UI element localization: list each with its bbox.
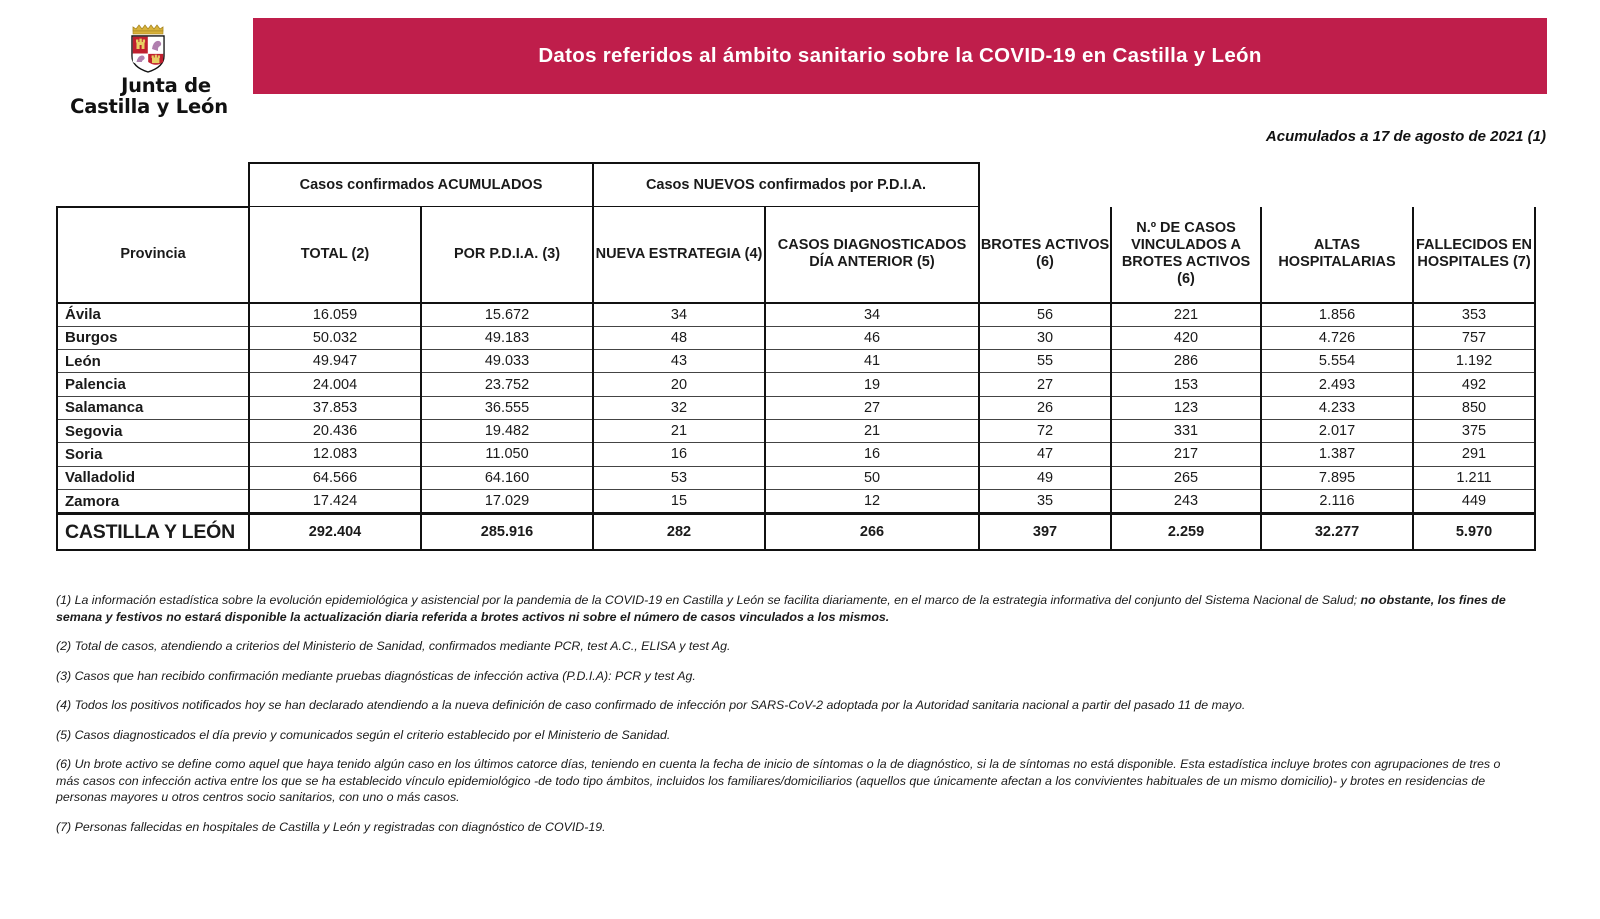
group-header-row	[57, 163, 1535, 207]
table-row	[57, 350, 1535, 373]
group-header-nuevos: Casos NUEVOS confirmados por P.D.I.A.	[593, 163, 979, 207]
cell-provincia: Soria	[57, 443, 249, 466]
footnote-2: (2) Total de casos, atendiendo a criterios del Ministerio de Sanidad, confirmados mediante PCR, test A.C., ELISA y test Ag.	[56, 639, 731, 653]
col-header-casos-vinculados: N.º DE CASOS VINCULADOS A BROTES ACTIVOS (6)	[1111, 207, 1261, 303]
cell-fallecidos: 449	[1413, 489, 1535, 513]
cell-brotes: 35	[979, 489, 1111, 513]
cell-altas: 2.017	[1261, 419, 1413, 442]
cell-total: 16.059	[249, 303, 421, 327]
junta-logo	[44, 18, 254, 117]
total-brotes: 397	[979, 514, 1111, 551]
table-row	[57, 419, 1535, 442]
cell-vinculados: 420	[1111, 326, 1261, 349]
cell-brotes: 47	[979, 443, 1111, 466]
col-header-altas-hospitalarias: ALTAS HOSPITALARIAS	[1261, 207, 1413, 303]
cell-fallecidos: 850	[1413, 396, 1535, 419]
cell-vinculados: 331	[1111, 419, 1261, 442]
cell-nueva: 43	[593, 350, 765, 373]
cell-pdia: 17.029	[421, 489, 593, 513]
cell-altas: 1.856	[1261, 303, 1413, 327]
cell-altas: 2.493	[1261, 373, 1413, 396]
group-header-spacer	[57, 163, 249, 207]
cell-total: 12.083	[249, 443, 421, 466]
cell-fallecidos: 291	[1413, 443, 1535, 466]
cell-brotes: 72	[979, 419, 1111, 442]
cell-pdia: 49.033	[421, 350, 593, 373]
cell-pdia: 23.752	[421, 373, 593, 396]
cell-diag: 34	[765, 303, 979, 327]
cell-altas: 4.726	[1261, 326, 1413, 349]
total-nueva: 282	[593, 514, 765, 551]
cell-provincia: León	[57, 350, 249, 373]
cell-total: 17.424	[249, 489, 421, 513]
group-header-acumulados: Casos confirmados ACUMULADOS	[249, 163, 593, 207]
group-header-spacer-5	[1413, 163, 1535, 207]
total-vinculados: 2.259	[1111, 514, 1261, 551]
footnote-5: (5) Casos diagnosticados el día previo y comunicados según el criterio establecido por el Ministerio de Sanidad.	[56, 727, 671, 742]
cell-provincia: Burgos	[57, 326, 249, 349]
cell-provincia: Zamora	[57, 489, 249, 513]
cell-brotes: 56	[979, 303, 1111, 327]
cell-total: 50.032	[249, 326, 421, 349]
cell-pdia: 64.160	[421, 466, 593, 489]
cell-fallecidos: 1.211	[1413, 466, 1535, 489]
logo-line-2: Castilla y León	[70, 95, 228, 118]
cell-nueva: 21	[593, 419, 765, 442]
col-header-casos-diagnosticados: CASOS DIAGNOSTICADOS DÍA ANTERIOR (5)	[765, 207, 979, 303]
cell-total: 64.566	[249, 466, 421, 489]
cell-vinculados: 286	[1111, 350, 1261, 373]
cell-vinculados: 123	[1111, 396, 1261, 419]
footnote-3: (3) Casos que han recibido confirmación mediante pruebas diagnósticas de infección activa (P.D.I.A): PCR y test Ag.	[56, 668, 696, 683]
cell-fallecidos: 492	[1413, 373, 1535, 396]
cell-provincia: Palencia	[57, 373, 249, 396]
cell-vinculados: 221	[1111, 303, 1261, 327]
footnote-6: (6) Un brote activo se define como aquel que haya tenido algún caso en los últimos catorce días, teniendo en cuenta la fecha de inicio de síntomas o la de diagnóstico, si la de síntomas no está disponible. Esta estadística incluye brotes con agrupaciones de tres o más casos con infección activa entre los que se ha establecido vínculo epidemiológico -de todo tipo ámbitos, incluidos los familiares/domiciliarios (aquellos que únicamente afectan a los convivientes habituales de un mismo domicilio)- y brotes en residencias de personas mayores u otros centros socio sanitarios, con uno o más casos.	[56, 757, 1501, 804]
cell-pdia: 19.482	[421, 419, 593, 442]
col-header-por-pdia: POR P.D.I.A. (3)	[421, 207, 593, 303]
table-row	[57, 326, 1535, 349]
cell-altas: 5.554	[1261, 350, 1413, 373]
cell-fallecidos: 375	[1413, 419, 1535, 442]
cell-pdia: 11.050	[421, 443, 593, 466]
cell-brotes: 30	[979, 326, 1111, 349]
coat-of-arms-icon	[121, 18, 177, 74]
cell-diag: 27	[765, 396, 979, 419]
col-header-brotes-activos: BROTES ACTIVOS (6)	[979, 207, 1111, 303]
cell-brotes: 49	[979, 466, 1111, 489]
table-head	[57, 163, 1535, 303]
cell-fallecidos: 757	[1413, 326, 1535, 349]
footnote-1-part1: (1) La información estadística sobre la evolución epidemiológica y asistencial por la pandemia de la COVID-19 en Castilla y León se facilita diariamente, en el marco de la estrategia informativa del conjunto del Sistema Nacional de Salud;	[56, 593, 1361, 607]
cell-provincia: Segovia	[57, 419, 249, 442]
logo-line-1: Junta de	[121, 74, 211, 97]
table-row	[57, 303, 1535, 327]
cell-vinculados: 153	[1111, 373, 1261, 396]
cell-brotes: 55	[979, 350, 1111, 373]
cell-diag: 50	[765, 466, 979, 489]
cell-diag: 21	[765, 419, 979, 442]
accumulated-date: Acumulados a 17 de agosto de 2021 (1)	[1265, 128, 1546, 145]
group-header-spacer-4	[1261, 163, 1413, 207]
cell-nueva: 32	[593, 396, 765, 419]
total-pdia: 285.916	[421, 514, 593, 551]
cell-vinculados: 265	[1111, 466, 1261, 489]
cell-brotes: 26	[979, 396, 1111, 419]
table-row	[57, 466, 1535, 489]
column-header-row	[57, 207, 1535, 303]
col-header-provincia: Provincia	[57, 207, 249, 303]
cell-pdia: 49.183	[421, 326, 593, 349]
footnote-1	[56, 592, 1524, 625]
footnotes	[56, 592, 1524, 848]
table-row	[57, 489, 1535, 513]
total-altas: 32.277	[1261, 514, 1413, 551]
group-header-spacer-3	[1111, 163, 1261, 207]
table-row	[57, 396, 1535, 419]
cell-altas: 1.387	[1261, 443, 1413, 466]
col-header-nueva-estrategia: NUEVA ESTRATEGIA (4)	[593, 207, 765, 303]
cell-total: 37.853	[249, 396, 421, 419]
total-fallecidos: 5.970	[1413, 514, 1535, 551]
cell-fallecidos: 353	[1413, 303, 1535, 327]
cell-vinculados: 217	[1111, 443, 1261, 466]
title-banner	[253, 18, 1547, 94]
cell-diag: 46	[765, 326, 979, 349]
cell-provincia: Ávila	[57, 303, 249, 327]
cell-total: 24.004	[249, 373, 421, 396]
total-row	[57, 514, 1535, 551]
cell-nueva: 16	[593, 443, 765, 466]
cell-total: 20.436	[249, 419, 421, 442]
cell-altas: 7.895	[1261, 466, 1413, 489]
cell-diag: 16	[765, 443, 979, 466]
banner-title: Datos referidos al ámbito sanitario sobre la COVID-19 en Castilla y León	[538, 44, 1262, 67]
page-header	[0, 0, 1600, 118]
footnote-4: (4) Todos los positivos notificados hoy se han declarado atendiendo a la nueva definición de caso confirmado de infección por SARS-CoV-2 adoptada por la Autoridad sanitaria nacional a partir del pasado 11 de mayo.	[56, 698, 1246, 712]
cell-diag: 41	[765, 350, 979, 373]
cell-nueva: 34	[593, 303, 765, 327]
cell-pdia: 36.555	[421, 396, 593, 419]
cell-nueva: 48	[593, 326, 765, 349]
cell-nueva: 15	[593, 489, 765, 513]
table-row	[57, 373, 1535, 396]
cell-provincia: Valladolid	[57, 466, 249, 489]
col-header-total: TOTAL (2)	[249, 207, 421, 303]
footnote-7: (7) Personas fallecidas en hospitales de Castilla y León y registradas con diagnóstico de COVID-19.	[56, 819, 606, 834]
total-provincia: CASTILLA Y LEÓN	[57, 514, 249, 551]
table-foot	[57, 514, 1535, 551]
table-body	[57, 303, 1535, 514]
cell-total: 49.947	[249, 350, 421, 373]
cell-altas: 2.116	[1261, 489, 1413, 513]
cell-nueva: 53	[593, 466, 765, 489]
total-diag: 266	[765, 514, 979, 551]
cell-diag: 12	[765, 489, 979, 513]
cell-nueva: 20	[593, 373, 765, 396]
table-row	[57, 443, 1535, 466]
col-header-fallecidos: FALLECIDOS EN HOSPITALES (7)	[1413, 207, 1535, 303]
total-total: 292.404	[249, 514, 421, 551]
cell-provincia: Salamanca	[57, 396, 249, 419]
cell-diag: 19	[765, 373, 979, 396]
footnote-1-part2: no obstante, los fines de semana y festivos no estará disponible la actualización diaria referida a brotes activos ni sobre el número de casos vinculados a los mismos.	[56, 593, 1506, 624]
cell-altas: 4.233	[1261, 396, 1413, 419]
cell-vinculados: 243	[1111, 489, 1261, 513]
cell-brotes: 27	[979, 373, 1111, 396]
covid-data-table	[56, 162, 1536, 551]
group-header-spacer-2	[979, 163, 1111, 207]
cell-pdia: 15.672	[421, 303, 593, 327]
covid-data-table-container	[56, 162, 1534, 551]
cell-fallecidos: 1.192	[1413, 350, 1535, 373]
